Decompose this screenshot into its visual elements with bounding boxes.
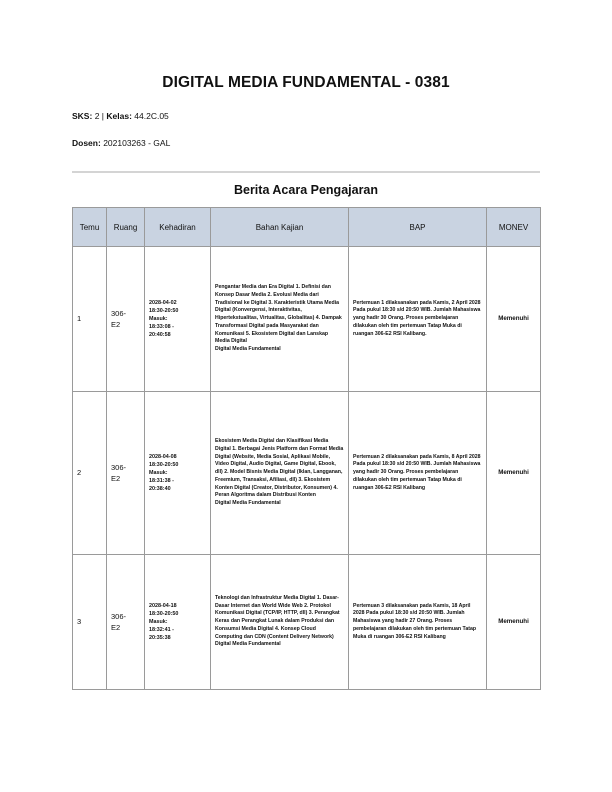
meta-separator: | [101, 111, 105, 121]
table-header-row [73, 208, 541, 247]
cell-temu: 2 [73, 392, 107, 555]
table-row [73, 555, 541, 690]
kelas-label: Kelas: [106, 111, 132, 121]
kelas-value: 44.2C.05 [134, 111, 169, 121]
cell-temu: 1 [73, 247, 107, 392]
ruang-text: 306- E2 [111, 462, 127, 483]
dosen-value: 202103263 - GAL [103, 138, 171, 148]
cell-bahan-kajian [211, 555, 349, 690]
cell-bap: Pertemuan 2 dilaksanakan pada Kamis, 8 April 2028 Pada pukul 18:30 s/d 20:50 WIB. Jumlah Mahasiswa yang hadir 30 Orang. Proses pembelajaran dilakukan oleh tim pertemuan Tatap Muka di ruangan 306-E2 RSI Kalibang [349, 392, 487, 555]
page-title: DIGITAL MEDIA FUNDAMENTAL - 0381 [162, 74, 450, 91]
header-temu: Temu [73, 208, 107, 247]
sks-value: 2 [94, 111, 100, 121]
cell-kehadiran [145, 247, 211, 392]
bap-table [72, 207, 541, 690]
section-title: Berita Acara Pengajaran [233, 183, 379, 197]
kehadiran-text: 2028-04-02 18:30-20:50 Masuk: 18:33:08 - 20:40:58 [149, 299, 179, 339]
cell-ruang [107, 392, 145, 555]
cell-bahan-kajian [211, 392, 349, 555]
kehadiran-text: 2028-04-18 18:30-20:50 Masuk: 18:32:41 - 20:35:38 [149, 602, 179, 642]
cell-monev: Memenuhi [487, 247, 541, 392]
cell-monev: Memenuhi [487, 555, 541, 690]
cell-kehadiran [145, 555, 211, 690]
cell-bap: Pertemuan 3 dilaksanakan pada Kamis, 18 April 2028 Pada pukul 18:30 s/d 20:50 WIB. Jumlah Mahasiswa yang hadir 27 Orang. Proses pembelajaran dilakukan oleh tim pertemuan Tatap Muka di ruangan 306-E2 RSI Kalibang [349, 555, 487, 690]
dosen-label: Dosen: [72, 138, 101, 148]
cell-monev: Memenuhi [487, 392, 541, 555]
table-row [73, 392, 541, 555]
header-kehadiran: Kehadiran [145, 208, 211, 247]
sks-label: SKS: [72, 111, 93, 121]
kehadiran-text: 2028-04-08 18:30-20:50 Masuk: 18:31:38 - 20:38:40 [149, 453, 179, 493]
cell-ruang [107, 247, 145, 392]
header-ruang: Ruang [107, 208, 145, 247]
lecturer-meta [72, 138, 170, 148]
table-row [73, 247, 541, 392]
divider [72, 171, 540, 173]
bahan-text: Ekosistem Media Digital dan Klasifikasi Media Digital 1. Berbagai Jenis Platform dan Format Media Digital (Website, Media Sosial, Aplikasi Mobile, Video Digital, Audio Digital, Game Digital, Ebook, dll) 2. Model Bisnis Media Digital (Iklan, Langganan, Freemium, Transaksi, Afiliasi, dll) 3. Ekosistem Konten Digital (Creator, Distributor, Konsumen) 4. Peran Algoritma dalam Distribusi Konten Digital Media Fundamental [215, 437, 344, 507]
cell-bap: Pertemuan 1 dilaksanakan pada Kamis, 2 April 2028 Pada pukul 18:30 s/d 20:50 WIB. Jumlah Mahasiswa yang hadir 30 Orang. Proses pembelajaran dilakukan oleh tim pertemuan Tatap Muka di ruangan 306-E2 RSI Kalibang. [349, 247, 487, 392]
header-bap: BAP [349, 208, 487, 247]
bahan-text: Pengantar Media dan Era Digital 1. Definisi dan Konsep Dasar Media 2. Evolusi Media dari Tradisional ke Digital 3. Karakteristik Utama Media Digital (Konvergensi, Interaktivitas, Hipertekstualitas, Virtualitas, Globalitas) 4. Dampak Transformasi Digital pada Masyarakat dan Komunikasi 5. Ekosistem Digital dan Lanskap Media Digital Digital Media Fundamental [215, 283, 342, 353]
header-monev: MONEV [487, 208, 541, 247]
cell-kehadiran [145, 392, 211, 555]
bahan-text: Teknologi dan Infrastruktur Media Digital 1. Dasar-Dasar Internet dan World Wide Web 2. Protokol Komunikasi Digital (TCP/IP, HTTP, dll) 3. Perangkat Keras dan Perangkat Lunak dalam Produksi dan Konsumsi Media Digital 4. Konsep Cloud Computing dan CDN (Content Delivery Network) Digital Media Fundamental [215, 594, 340, 648]
ruang-text: 306- E2 [111, 308, 127, 329]
cell-bahan-kajian [211, 247, 349, 392]
ruang-text: 306- E2 [111, 611, 127, 632]
course-meta [72, 111, 169, 121]
cell-temu: 3 [73, 555, 107, 690]
cell-ruang [107, 555, 145, 690]
header-bahan-kajian: Bahan Kajian [211, 208, 349, 247]
